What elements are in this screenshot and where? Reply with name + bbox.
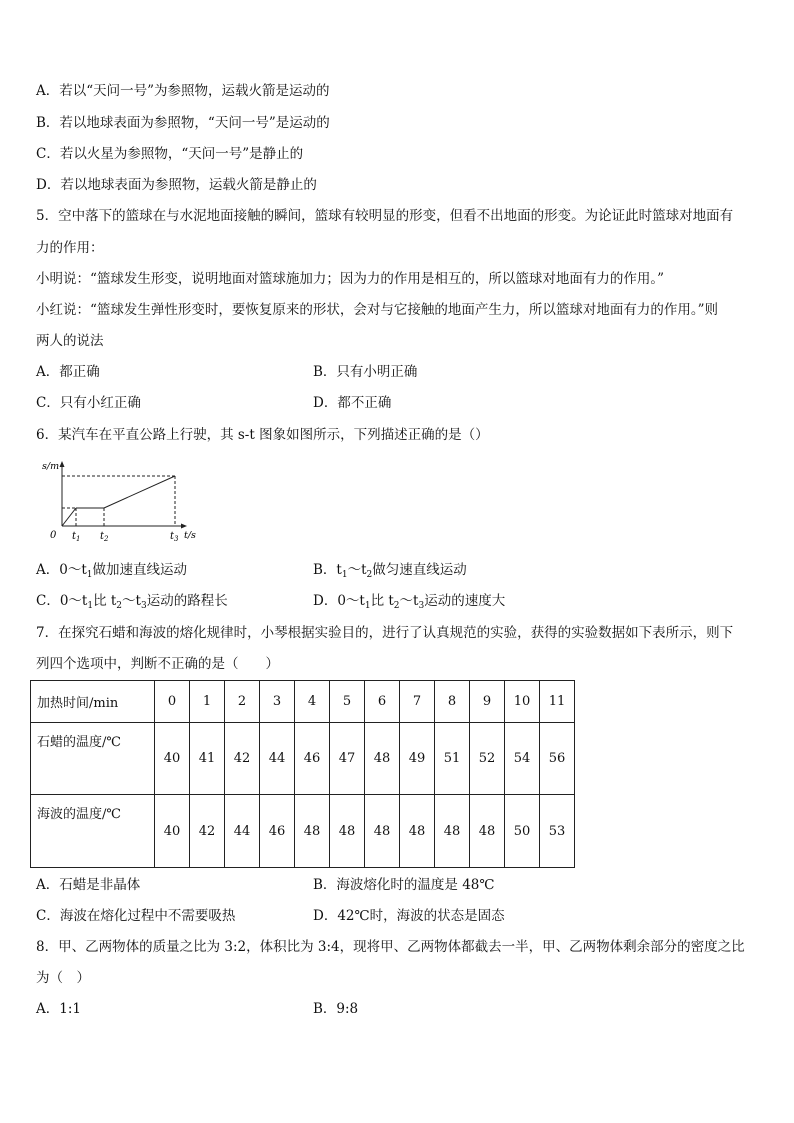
q5-option-a: A．都正确 (36, 364, 100, 380)
paraffin-cell: 49 (400, 723, 435, 795)
q8-option-b: B．9:8 (313, 1001, 359, 1017)
hypo-cell: 48 (435, 795, 470, 868)
q8-stem-line2: 为（ ） (36, 970, 90, 986)
melting-data-table (30, 680, 575, 868)
x-axis-label: t/s (184, 530, 196, 541)
q7-stem-line1: 7．在探究石蜡和海波的熔化规律时，小琴根据实验目的，进行了认真规范的实验，获得的实验数据如下表所示，则下 (36, 625, 734, 641)
time-cell: 5 (330, 681, 365, 723)
t1-label: $t_1$ (72, 531, 81, 543)
hypo-cell: 46 (260, 795, 295, 868)
q5-stem-line1: 5．空中落下的篮球在与水泥地面接触的瞬间，篮球有较明显的形变，但看不出地面的形变。为论证此时篮球对地面有 (36, 208, 734, 224)
q8-stem-line1: 8．甲、乙两物体的质量之比为 3:2，体积比为 3:4，现将甲、乙两物体都截去一半，甲、乙两物体剩余部分的密度之比 (36, 939, 745, 955)
table-row-time (31, 681, 575, 723)
time-cell: 6 (365, 681, 400, 723)
hypo-cell: 48 (295, 795, 330, 868)
q6-option-c: C．$0\sim t_1$比 $t_2\sim t_3$运动的路程长 (36, 593, 228, 611)
q5-xiaoming-statement: 小明说：“篮球发生形变，说明地面对篮球施加力；因为力的作用是相互的，所以篮球对地面有力的作用。” (36, 271, 665, 287)
paraffin-cell: 54 (505, 723, 540, 795)
hypo-cell: 53 (540, 795, 575, 868)
q4-option-b: B．若以地球表面为参照物，“天问一号”是运动的 (36, 115, 330, 131)
q4-option-d: D．若以地球表面为参照物，运载火箭是静止的 (36, 177, 317, 193)
q4-option-c: C．若以火星为参照物，“天问一号”是静止的 (36, 146, 304, 162)
table-row-paraffin (31, 723, 575, 795)
time-cell: 9 (470, 681, 505, 723)
hypo-cell: 40 (155, 795, 190, 868)
q7-option-d: D．42℃时，海波的状态是固态 (313, 908, 505, 924)
q4-option-a: A．若以“天问一号”为参照物，运载火箭是运动的 (36, 83, 330, 99)
paraffin-cell: 44 (260, 723, 295, 795)
q7-stem-line2: 列四个选项中，判断不正确的是（ ） (36, 656, 279, 672)
q6-option-d: D．$0\sim t_1$比 $t_2\sim t_3$运动的速度大 (313, 593, 506, 611)
q5-option-b: B．只有小明正确 (313, 364, 418, 380)
paraffin-cell: 42 (225, 723, 260, 795)
q6-st-graph (36, 458, 196, 544)
q6-option-a: A．$0\sim t_1$做加速直线运动 (36, 562, 187, 580)
hypo-cell: 50 (505, 795, 540, 868)
paraffin-cell: 48 (365, 723, 400, 795)
paraffin-cell: 56 (540, 723, 575, 795)
paraffin-cell: 40 (155, 723, 190, 795)
hypo-cell: 48 (330, 795, 365, 868)
q6-stem: 6．某汽车在平直公路上行驶，其 s-t 图象如图所示，下列描述正确的是（） (36, 427, 489, 443)
hypo-label: 海波的温度/℃ (31, 795, 155, 868)
paraffin-cell: 51 (435, 723, 470, 795)
y-axis-label: s/m (42, 461, 60, 472)
q6-option-b: B．$t_1\sim t_2$做匀速直线运动 (313, 562, 467, 580)
q5-xiaohong-line1: 小红说：“篮球发生弹性形变时，要恢复原来的形状，会对与它接触的地面产生力，所以篮球对地面有力的作用。”则 (36, 302, 719, 318)
t2-label: $t_2$ (100, 531, 109, 543)
q8-option-a: A．1:1 (36, 1001, 81, 1017)
q7-option-a: A．石蜡是非晶体 (36, 877, 141, 893)
time-cell: 8 (435, 681, 470, 723)
paraffin-cell: 52 (470, 723, 505, 795)
q5-stem-line2: 力的作用： (36, 240, 104, 256)
q5-option-d: D．都不正确 (313, 395, 392, 411)
time-cell: 1 (190, 681, 225, 723)
header-label: 加热时间/min (31, 681, 155, 723)
time-cell: 11 (540, 681, 575, 723)
q5-xiaohong-line2: 两人的说法 (36, 333, 104, 349)
time-cell: 2 (225, 681, 260, 723)
q7-option-c: C．海波在熔化过程中不需要吸热 (36, 908, 236, 924)
hypo-cell: 44 (225, 795, 260, 868)
q7-option-b: B．海波熔化时的温度是 48℃ (313, 877, 495, 893)
q5-option-c: C．只有小红正确 (36, 395, 141, 411)
time-cell: 0 (155, 681, 190, 723)
hypo-cell: 42 (190, 795, 225, 868)
t3-label: $t_3$ (170, 531, 179, 543)
hypo-cell: 48 (470, 795, 505, 868)
segment-0-t1 (62, 508, 76, 526)
paraffin-cell: 41 (190, 723, 225, 795)
hypo-cell: 48 (400, 795, 435, 868)
origin-label: 0 (50, 530, 57, 541)
hypo-cell: 48 (365, 795, 400, 868)
x-axis-arrow (181, 524, 187, 529)
time-cell: 10 (505, 681, 540, 723)
time-cell: 4 (295, 681, 330, 723)
paraffin-label: 石蜡的温度/℃ (31, 723, 155, 795)
segment-t2-t3 (104, 476, 175, 508)
table-row-hypo (31, 795, 575, 868)
paraffin-cell: 47 (330, 723, 365, 795)
time-cell: 3 (260, 681, 295, 723)
y-axis-arrow (60, 461, 65, 467)
time-cell: 7 (400, 681, 435, 723)
paraffin-cell: 46 (295, 723, 330, 795)
